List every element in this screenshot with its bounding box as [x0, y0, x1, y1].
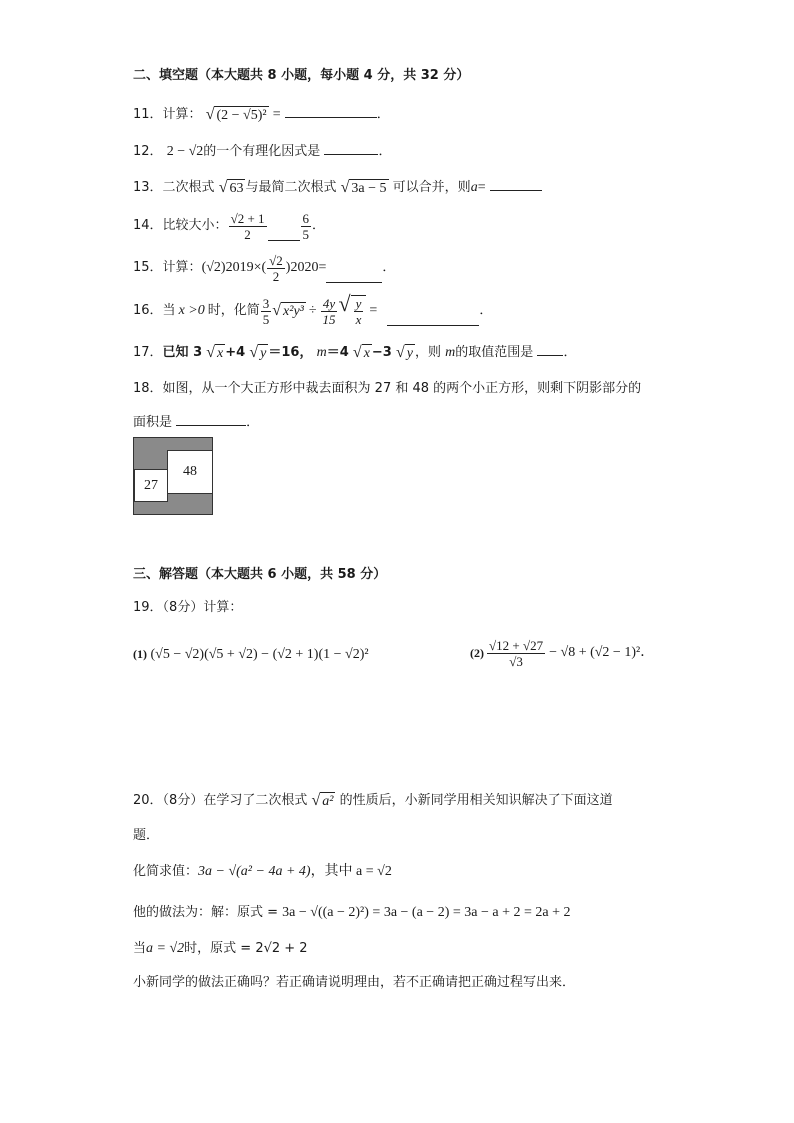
question-11: 11．计算： √ (2 − √5)² = ．: [133, 103, 390, 125]
question-17: 17．已知 3 √ x +4 √ y ＝16， m＝4 √ x −3 √ y ，则 m的取值范围是 ．: [133, 341, 576, 363]
question-20-when: 当a = √2时，原式 = 2√2 + 2: [133, 941, 308, 956]
question-15: 15． 计算： (√2) 2019 ×( $\frac{√2}{2}$ ) 2020 = ．: [133, 252, 396, 284]
question-18: 18．如图，从一个大正方形中裁去面积为 27 和 48 的两个小正方形，则剩下阴影部分的: [133, 381, 642, 396]
question-number: 13．: [133, 180, 163, 195]
question-number: 17．: [133, 345, 163, 360]
question-number: 16．: [133, 303, 163, 318]
question-number: 11．: [133, 107, 163, 122]
fraction: $\frac{√2 + 1}{2}$: [230, 210, 265, 242]
question-number: 18．: [133, 381, 163, 396]
section-heading-fill-in: 二、填空题（本大题共 8 小题，每小题 4 分，共 32 分）: [133, 68, 470, 83]
answer-blank: [324, 140, 378, 155]
question-20: 20．（8分）在学习了二次根式 √ a² 的性质后，小新同学用相关知识解决了下面这道: [133, 791, 613, 809]
question-20-solution: 他的做法为：解：原式 = 3a − √((a − 2)²) = 3a − (a − 2) = 3a − a + 2 = 2a + 2: [133, 905, 571, 920]
answer-blank: [537, 341, 563, 356]
small-square-27: 27: [134, 469, 168, 502]
answer-blank: [326, 268, 382, 283]
question-20-line-2: 题．: [133, 828, 160, 843]
question-20-evaluate: 化简求值：3a − √(a² − 4a + 4)，其中 a = √2: [133, 864, 392, 879]
answer-blank: [490, 176, 542, 191]
question-number: 20．: [133, 793, 163, 808]
question-16: 16． 当 x >0 时，化简 $\frac{3}{5}$ √ x²y³ ÷ $\frac{4y}{15}$ √ $\frac{y}{x}$ = ．: [133, 291, 493, 327]
question-19: 19．（8分）计算：: [133, 600, 243, 615]
fraction: $\frac{√2}{2}$: [269, 252, 283, 284]
question-18-line-2: 面积是 ．: [133, 411, 259, 433]
question-19-part-1: (1) (√5 − √2)(√5 + √2) − (√2 + 1)(1 − √2)²: [133, 647, 369, 662]
answer-blank: [285, 103, 377, 118]
question-number: 14．: [133, 218, 163, 233]
question-number: 12．: [133, 144, 163, 159]
fraction: $\frac{6}{5}$: [302, 210, 310, 242]
sqrt-expression: √ (2 − √5)²: [205, 105, 267, 123]
question-number: 15．: [133, 260, 163, 275]
answer-blank: [268, 226, 300, 241]
fraction: $\frac{4y}{15}$: [322, 295, 336, 327]
question-12: 12． 2 − √2的一个有理化因式是 ．: [133, 140, 391, 162]
question-13: 13．二次根式 √ 63 与最简二次根式 √ 3a − 5 可以合并，则a=: [133, 176, 542, 198]
question-20-prompt: 小新同学的做法正确吗？若正确请说明理由，若不正确请把正确过程写出来．: [133, 975, 576, 990]
answer-blank: [176, 411, 246, 426]
question-19-part-2: (2) $\frac{√12 + √27}{√3}$ − √8 + (√2 − 1)² ．: [470, 637, 655, 669]
question-14: 14． 比较大小： $\frac{√2 + 1}{2}$ $\frac{6}{5}$ ．: [133, 210, 326, 242]
section-heading-solutions: 三、解答题（本大题共 6 小题，共 58 分）: [133, 567, 387, 582]
small-square-48: 48: [167, 450, 213, 494]
square-diagram: [133, 437, 213, 515]
question-number: 19．: [133, 600, 163, 615]
answer-blank: [387, 311, 479, 326]
fraction: $\frac{3}{5}$: [262, 295, 270, 327]
fraction: $\frac{√12 + √27}{√3}$: [489, 637, 544, 669]
